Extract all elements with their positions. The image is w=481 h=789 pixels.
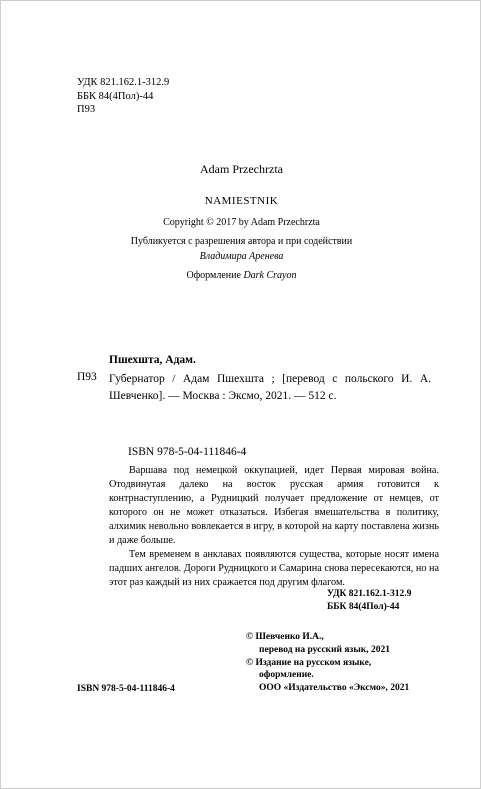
udk-code: УДК 821.162.1-312.9 bbox=[77, 77, 170, 88]
permission-line: Публикуется с разрешения автора и при содействии bbox=[130, 236, 353, 247]
copyright-line: Copyright © 2017 by Adam Przechrzta bbox=[163, 217, 320, 228]
bibliographic-record: Губернатор / Адам Пшехшта ; [перевод с польского И. А. Шевченко]. — Москва : Эксмо, 2021. — 512 с. bbox=[109, 373, 431, 402]
translation-copyright-detail: перевод на русский язык, 2021 bbox=[259, 644, 390, 655]
edition-copyright-detail: оформление. bbox=[259, 670, 314, 681]
translation-copyright: © Шевченко И.А., bbox=[246, 632, 324, 642]
design-label: Оформление bbox=[186, 270, 244, 281]
permission-agent: Владимира Аренева bbox=[199, 251, 284, 262]
isbn-main: ISBN 978-5-04-111846-4 bbox=[128, 446, 247, 458]
bbk-code: ББК 84(4Пол)-44 bbox=[77, 90, 154, 102]
design-name: Dark Crayon bbox=[243, 270, 297, 281]
original-author: Adam Przechrzta bbox=[200, 162, 283, 176]
bibliographic-heading: Пшехшта, Адам. bbox=[109, 354, 196, 366]
rights-block bbox=[246, 631, 409, 695]
annotation-paragraph-2: Тем временем в анклавах появляются существа, которые носят имена падших ангелов. Дороги Рудницкого и Самарина снова пересекаются, но на этот раз каждый из них сражается под другим флагом. bbox=[109, 549, 439, 588]
bibliographic-author-mark: П93 bbox=[77, 371, 97, 383]
author-mark: П93 bbox=[77, 104, 96, 115]
edition-copyright: © Издание на русском языке, bbox=[246, 657, 372, 668]
catalog-block bbox=[77, 76, 169, 117]
isbn-footer: ISBN 978-5-04-111846-4 bbox=[77, 684, 175, 694]
annotation-paragraph-1: Варшава под немецкой оккупацией, идет Первая мировая война. Отодвинутая далеко на восток русская армия готовится к контрнаступлению, а Рудницкий получает предложение от немцев, от которого он не может отказаться. Избегая вмешательства в политику, алхимик невольно вовлекается в игру, в которой на карту поставлена жизнь и даже больше. bbox=[109, 465, 439, 546]
udk-code-repeat: УДК 821.162.1-312.9 bbox=[327, 589, 412, 599]
bbk-code-repeat: ББК 84(4Пол)-44 bbox=[327, 602, 400, 612]
design-credit bbox=[1, 270, 481, 281]
classification-repeat bbox=[327, 588, 411, 614]
original-title: NAMIESTNIK bbox=[204, 195, 279, 207]
publisher-copyright: ООО «Издательство «Эксмо», 2021 bbox=[259, 683, 410, 694]
annotation bbox=[109, 464, 439, 590]
